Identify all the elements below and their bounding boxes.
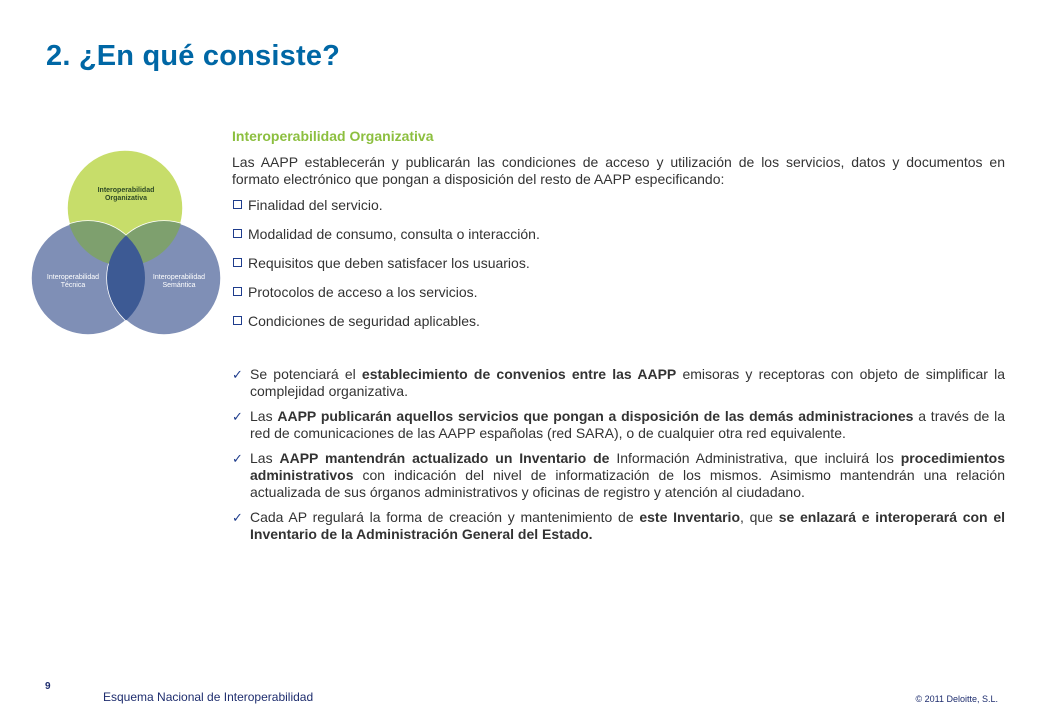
square-bullet-text: Finalidad del servicio. [248,197,383,213]
bold-text-run: AAPP publicarán aquellos servicios que pongan a disposición de las demás administraciones [277,408,914,424]
check-bullet-item [232,366,1005,400]
square-bullet-item [232,284,1005,301]
text-run: , que [740,509,779,525]
footer-title: Esquema Nacional de Interoperabilidad [103,690,314,704]
bold-text-run: AAPP mantendrán actualizado un Inventario de [279,450,610,466]
bold-text-run: se enlazará e interoperará con el Inventario de la Administración General del Estado. [250,509,1005,542]
square-bullet-text: Modalidad de consumo, consulta o interacción. [248,226,540,242]
section-title: Interoperabilidad Organizativa [232,128,434,144]
square-bullet-list [232,197,1005,330]
bold-text-run: establecimiento de convenios entre las AAPP [361,366,677,382]
check-bullet-text [250,450,1005,501]
square-bullet-icon [233,287,242,296]
square-bullet-text: Protocolos de acceso a los servicios. [248,284,478,300]
square-bullet-icon [233,316,242,325]
square-bullet-item [232,226,1005,243]
checkmark-icon: ✓ [232,409,243,424]
venn-label-tecnica: Interoperabilidad Técnica [46,274,100,289]
checkmark-icon: ✓ [232,451,243,466]
square-bullet-text: Condiciones de seguridad aplicables. [248,313,480,329]
page-number: 9 [45,681,51,692]
text-run: Se potenciará el [250,366,362,382]
check-bullet-text [250,366,1005,400]
venn-label-semantica: Interoperabilidad Semántica [152,274,206,289]
text-run: emisoras y receptoras con objeto de simplificar la complejidad organizativa. [250,366,1005,399]
venn-svg [28,150,230,340]
check-bullet-text [250,408,1005,442]
square-bullet-item [232,313,1005,330]
square-bullet-icon [233,229,242,238]
text-run: Las [250,408,278,424]
check-bullet-text [250,509,1005,543]
bold-text-run: procedimientos administrativos [250,450,1005,483]
checkmark-icon: ✓ [232,510,243,525]
square-bullet-icon [233,258,242,267]
square-bullet-text: Requisitos que deben satisfacer los usuarios. [248,255,530,271]
square-bullet-item [232,255,1005,272]
footer-copyright: © 2011 Deloitte, S.L. [915,694,998,704]
text-run: Cada AP regulará la forma de creación y mantenimiento de [250,509,640,525]
check-bullet-item [232,509,1005,543]
text-run: con indicación del nivel de informatización de los mismos. Asimismo mantendrán una relación actualizada de sus órganos administrativos y oficinas de registro y atención al ciudadano. [250,467,1005,500]
venn-label-organizativa: Interoperabilidad Organizativa [97,187,155,202]
intro-paragraph: Las AAPP establecerán y publicarán las condiciones de acceso y utilización de los servicios, datos y documentos en formato electrónico que pongan a disposición del resto de AAPP especificando: [232,154,1005,187]
text-run: Las [250,450,280,466]
venn-diagram [28,150,230,340]
check-bullet-item [232,450,1005,501]
text-run: Información Administrativa, que incluirá los [609,450,901,466]
check-bullet-item [232,408,1005,442]
square-bullet-icon [233,200,242,209]
text-run: a través de la red de comunicaciones de las AAPP españolas (red SARA), o de cualquier otra red equivalente. [250,408,1005,441]
check-bullet-list [232,366,1005,543]
checkmark-icon: ✓ [232,367,243,382]
slide-title: 2. ¿En qué consiste? [46,40,341,72]
square-bullet-item [232,197,1005,214]
bold-text-run: este Inventario [639,509,740,525]
content-area [232,128,1005,551]
